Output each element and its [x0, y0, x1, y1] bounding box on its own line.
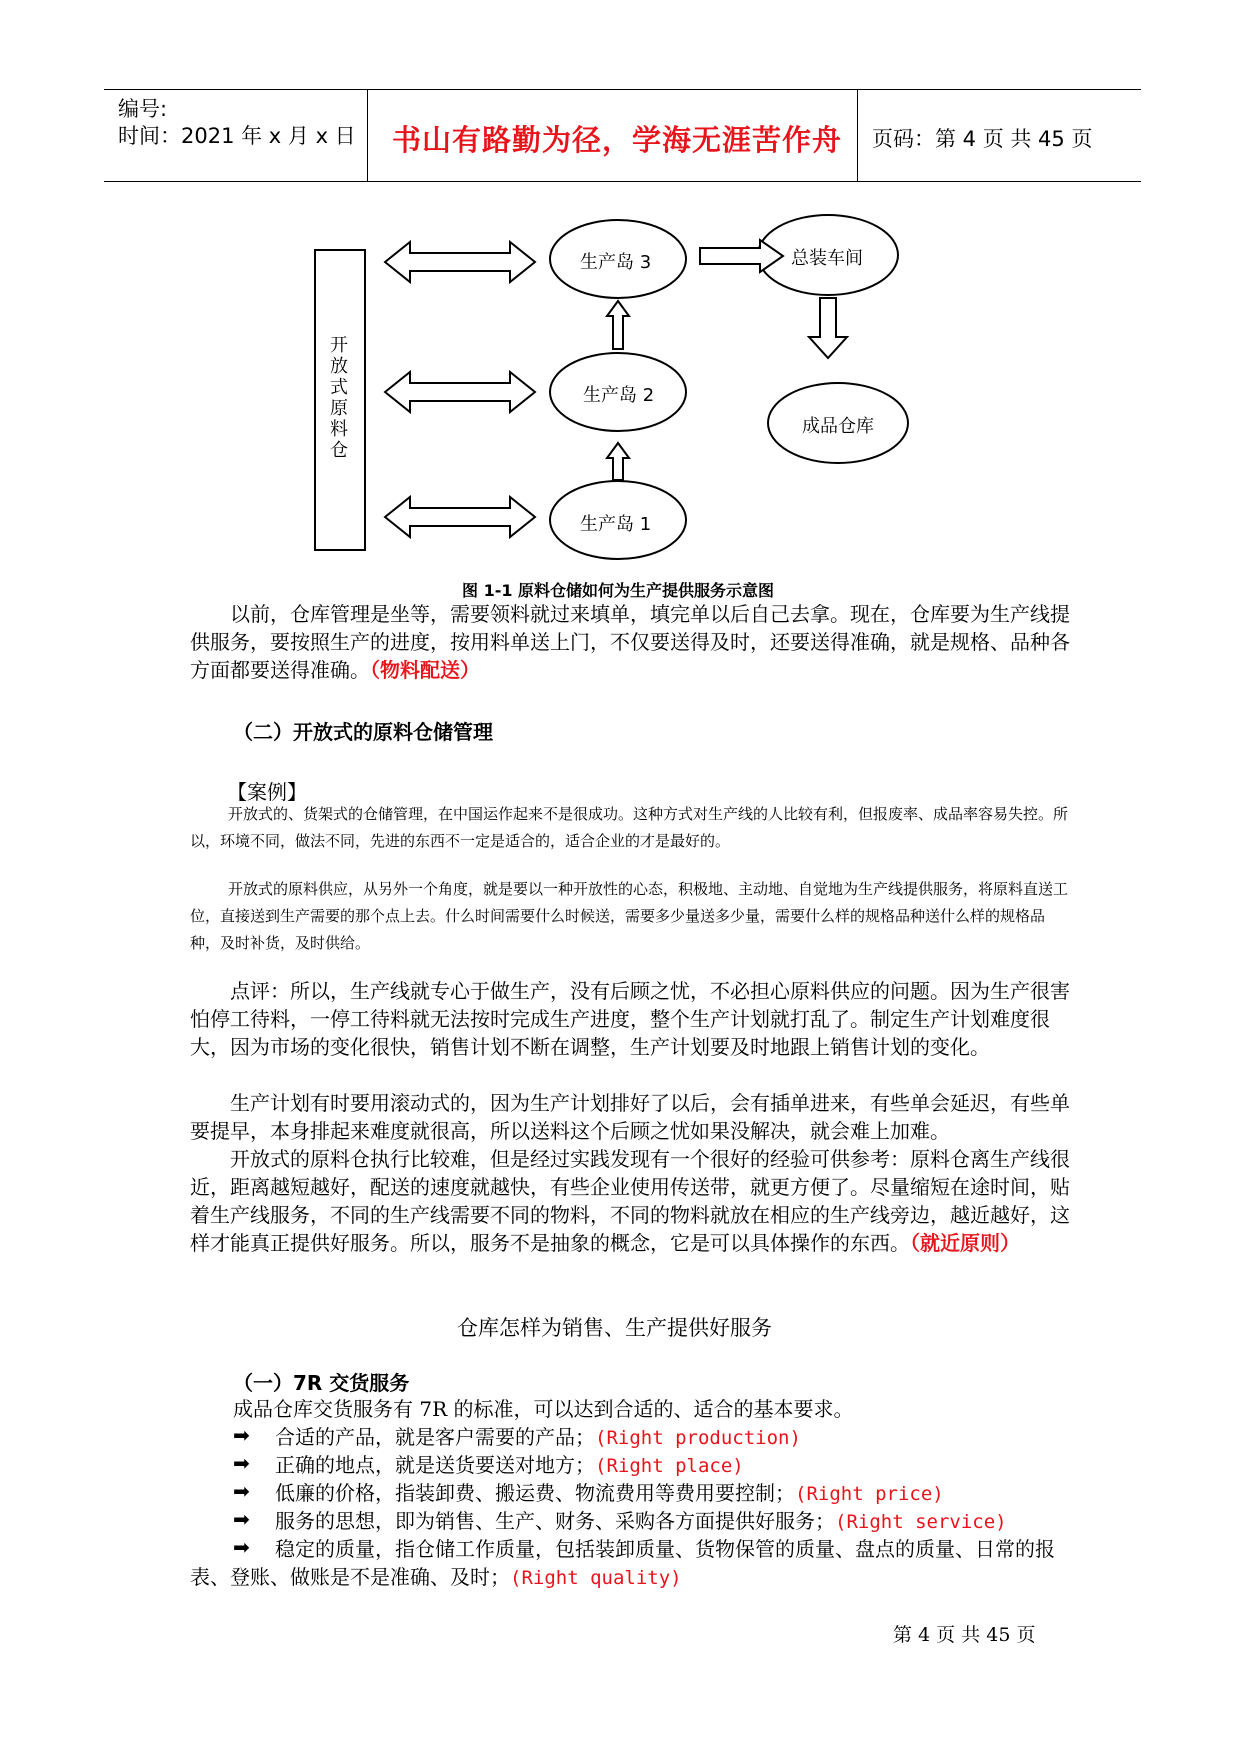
bullet-text: 正确的地点，就是送货要送对地方； — [275, 1453, 595, 1477]
section-7r-heading: （一）7R 交货服务 — [233, 1371, 410, 1395]
comment-paragraph-2: 生产计划有时要用滚动式的，因为生产计划排好了以后，会有插单进来，有些单会延迟，有些单要提早，本身排起来难度就很高，所以送料这个后顾之忧如果没解决，就会难上加难。 — [190, 1091, 1070, 1143]
finished-label: 成品仓库 — [802, 416, 874, 437]
header-number-label: 编号: — [118, 97, 168, 121]
highlight-material-delivery: （物料配送） — [370, 658, 480, 682]
warehouse-label: 开放式原料仓 — [330, 335, 348, 461]
bullet-text: 合适的产品，就是客户需要的产品； — [275, 1425, 595, 1449]
section2-heading: （二）开放式的原料仓储管理 — [233, 720, 493, 744]
header-time-label: 时间：2021 年 x 月 x 日 — [118, 124, 356, 148]
paragraph-material-delivery — [190, 600, 1070, 684]
case-paragraph-2: 开放式的原料供应，从另外一个角度，就是要以一种开放性的心态，积极地、主动地、自觉地为生产线提供服务，将原料直送工位，直接送到生产需要的那个点上去。什么时间需要什么时候送，需要多少量送多少量，需要什么样的规格品种送什么样的规格品种，及时补货，及时供给。 — [190, 880, 1069, 952]
double-arrow-1 — [385, 497, 535, 537]
header-divider-right — [857, 90, 858, 182]
island2-label: 生产岛 2 — [583, 385, 655, 406]
up-arrow-2-to-3 — [607, 301, 629, 349]
section-title: 仓库怎样为销售、生产提供好服务 — [457, 1316, 772, 1340]
right-arrow-icon: ➡ — [233, 1535, 250, 1559]
island3-label: 生产岛 3 — [580, 252, 652, 273]
bullet-text: 低廉的价格，指装卸费、搬运费、物流费用等费用要控制； — [275, 1481, 795, 1505]
double-arrow-3 — [385, 242, 535, 282]
bullet-en: (Right quality) — [510, 1567, 682, 1589]
figure-caption: 图 1-1 原料仓储如何为生产提供服务示意图 — [462, 581, 775, 600]
header-divider-left — [367, 90, 368, 182]
comment-paragraph-3 — [190, 1145, 1070, 1257]
bullet-text: 稳定的质量，指仓储工作质量，包括装卸质量、货物保管的质量、盘点的质量、日常的报表、登账、做账是不是准确、及时； — [190, 1537, 1055, 1589]
header-motto: 书山有路勤为径，学海无涯苦作舟 — [392, 123, 843, 157]
header-bottom-rule — [104, 181, 1141, 182]
case-paragraph-1: 开放式的、货架式的仓储管理，在中国运作起来不是很成功。这种方式对生产线的人比较有利，但报废率、成品率容易失控。所以，环境不同，做法不同，先进的东西不一定是适合的，适合企业的才是最好的。 — [190, 805, 1069, 850]
highlight-proximity: （就近原则） — [910, 1231, 1020, 1255]
comment-paragraph-1: 点评：所以，生产线就专心于做生产，没有后顾之忧，不必担心原料供应的问题。因为生产很害怕停工待料，一停工待料就无法按时完成生产进度，整个生产计划就打乱了。制定生产计划难度很大，因为市场的变化很快，销售计划不断在调整，生产计划要及时地跟上销售计划的变化。 — [190, 979, 1070, 1059]
right-arrow-icon: ➡ — [233, 1507, 250, 1531]
section-7r-intro: 成品仓库交货服务有 7R 的标准，可以达到合适的、适合的基本要求。 — [233, 1397, 854, 1421]
up-arrow-1-to-2 — [607, 443, 629, 480]
island1-label: 生产岛 1 — [580, 514, 652, 535]
right-arrow-icon: ➡ — [233, 1451, 250, 1475]
paragraph-text: 以前，仓库管理是坐等，需要领料就过来填单，填完单以后自己去拿。现在，仓库要为生产线提供服务，要按照生产的进度，按用料单送上门，不仅要送得及时，还要送得准确，就是规格、品种各方面都要送得准确。 — [190, 602, 1070, 682]
bullet-en: (Right service) — [835, 1511, 1007, 1533]
page-footer: 第 4 页 共 45 页 — [893, 1624, 1036, 1646]
bullet-en: (Right production) — [595, 1427, 801, 1449]
case-label: 【案例】 — [227, 780, 307, 804]
down-arrow-to-finished — [809, 298, 847, 358]
bullet-en: (Right price) — [795, 1483, 944, 1505]
double-arrow-2 — [385, 372, 535, 412]
bullet-text: 服务的思想，即为销售、生产、财务、采购各方面提供好服务； — [275, 1509, 835, 1533]
header-page-label: 页码：第 4 页 共 45 页 — [872, 127, 1093, 151]
header-top-rule — [104, 89, 1141, 90]
assembly-label: 总装车间 — [791, 248, 863, 269]
right-arrow-icon: ➡ — [233, 1479, 250, 1503]
bullet-en: (Right place) — [595, 1455, 744, 1477]
comment-paragraph-3-text: 开放式的原料仓执行比较难，但是经过实践发现有一个很好的经验可供参考：原料仓离生产线很近，距离越短越好，配送的速度就越快，有些企业使用传送带，就更方便了。尽量缩短在途时间，贴着生产线服务，不同的生产线需要不同的物料，不同的物料就放在相应的生产线旁边，越近越好，这样才能真正提供好服务。所以，服务不是抽象的概念，它是可以具体操作的东西。 — [190, 1147, 1070, 1255]
right-arrow-icon: ➡ — [233, 1423, 250, 1447]
